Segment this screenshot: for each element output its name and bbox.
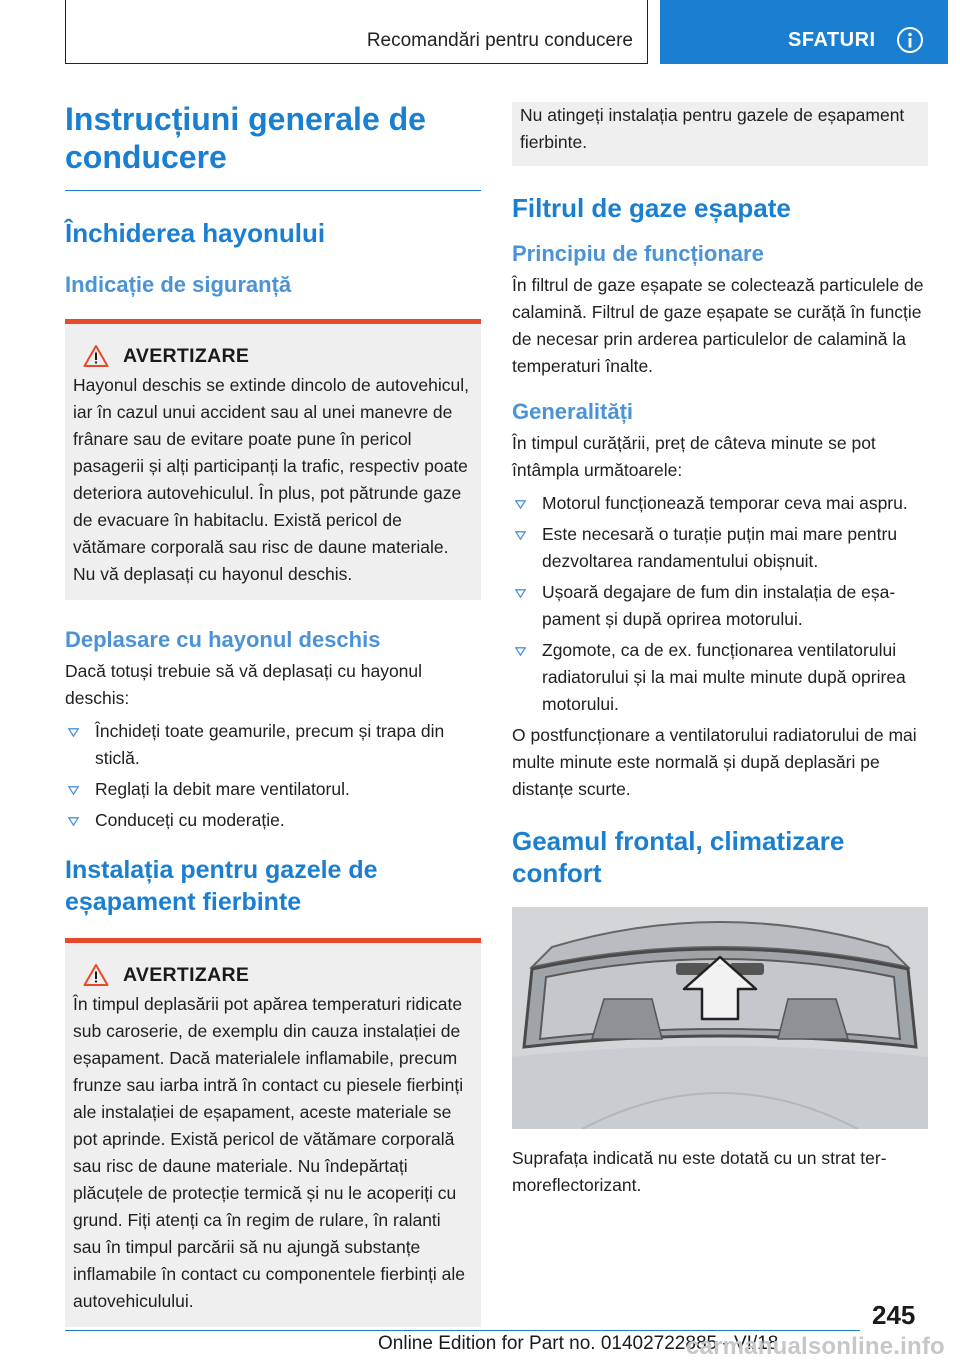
warning-label: AVERTIZARE	[123, 344, 250, 367]
list-item	[512, 637, 928, 718]
header-tab-label: SFATURI	[788, 29, 876, 51]
list-item	[512, 490, 928, 517]
triangle-bullet-icon	[68, 786, 79, 795]
list-item	[512, 579, 928, 633]
windshield-illustration	[512, 907, 928, 1129]
triangle-bullet-icon	[68, 817, 79, 826]
list-item-text: Zgomote, ca de ex. funcționarea ventilatorului radiatorului și la mai multe minute după oprirea motorului.	[542, 640, 906, 714]
warning-continued-box	[512, 102, 928, 166]
list-item-text: Este necesară o turație puțin mai mare pentru dezvoltarea randamentului obișnuit.	[542, 524, 898, 571]
heading-inchiderea-hayonului: Închiderea hayonului	[65, 218, 326, 248]
triangle-bullet-icon	[515, 589, 526, 598]
header-section-box	[65, 0, 648, 64]
warning-box-esapament	[65, 938, 481, 1327]
watermark-logo: carmanualsonline.info	[686, 1333, 945, 1360]
heading-geamul-frontal: Geamul frontal, climatizare confort	[512, 826, 845, 888]
warning-continued-text: Nu atingeți instalația pentru gazele de eșapament fierbinte.	[520, 105, 905, 152]
warning-header	[73, 344, 473, 368]
list-item-text: Ușoară degajare de fum din instalația de eșapament și după oprirea motorului.	[542, 582, 896, 629]
list-item	[512, 521, 928, 575]
triangle-bullet-icon	[515, 647, 526, 656]
triangle-bullet-icon	[515, 531, 526, 540]
windshield-drawing	[512, 907, 928, 1129]
list-deplasare	[65, 718, 481, 834]
warning-triangle-icon	[83, 344, 109, 368]
list-item	[65, 776, 481, 803]
warning-box-hayon	[65, 319, 481, 600]
left-column	[65, 100, 481, 1327]
warning-text: În timpul deplasării pot apărea temperaturi ridicate sub caroserie, de exemplu din cauza instalației de eșapament. Dacă materialele inflamabile, precum frunze sau iarba intră în contact cu piesele fierbinți ale instalației de eșapament, aceste materiale se pot aprinde. Există pericol de vătămare corporală sau risc de daune materiale. Nu îndepărtați plăcuțele de protecție termică și nu le acoperiți cu grund. Fiți atenți ca în regim de rulare, în ralanti sau în timpul parcării să nu ajungă substanțe inflamabile în contact cu componentele fierbinți ale autovehiculului.	[73, 994, 466, 1311]
page-title: Instrucțiuni generale de conducere	[65, 100, 481, 191]
header-section-title: Recomandări pentru conducere	[366, 30, 633, 51]
triangle-bullet-icon	[68, 728, 79, 737]
footer-edition: Online Edition for Part no. 01402722885 - VI/18	[378, 1333, 779, 1354]
right-column	[512, 102, 928, 1199]
subheading-principiu: Principiu de funcționare	[512, 241, 764, 266]
list-item	[65, 807, 481, 834]
illustration-caption: Suprafața indicată nu este dotată cu un strat termoreflectorizant.	[512, 1148, 887, 1195]
warning-label: AVERTIZARE	[123, 963, 250, 986]
warning-text: Hayonul deschis se extinde dincolo de autovehicul, iar în cazul unui accident sau al unei manevre de frânare sau de evitare poate pune în pericol pasagerii și alți participanți la trafic, respectiv poate deteriora autovehiculul. În plus, pot pătrunde gaze de evacuare în habitaclu. Există pericol de vătămare corporală sau risc de daune materiale. Nu vă deplasați cu hayonul deschis.	[73, 375, 469, 584]
paragraph-principiu: În filtrul de gaze eșapate se colectează particulele de calamină. Filtrul de gaze eșapate se curăță în funcție de necesar prin arderea particulelor de calamină la temperaturi înalte.	[512, 275, 924, 376]
footer-divider	[65, 1330, 860, 1331]
subheading-generalitati: Generalități	[512, 399, 634, 424]
page-number: 245	[872, 1300, 916, 1330]
warning-triangle-icon	[83, 963, 109, 987]
list-item-text: Închideți toate geamurile, precum și trapa din sticlă.	[95, 721, 445, 768]
triangle-bullet-icon	[515, 500, 526, 509]
paragraph-deplasare-intro: Dacă totuși trebuie să vă deplasați cu hayonul deschis:	[65, 661, 423, 708]
list-item-text: Motorul funcționează temporar ceva mai aspru.	[542, 493, 908, 513]
list-item-text: Conduceți cu moderație.	[95, 810, 285, 830]
heading-instalatia-gaze: Instalația pentru gazele de eșapament fierbinte	[65, 856, 378, 916]
paragraph-postfunctionare: O postfuncționare a ventilatorului radiatorului de mai multe minute este normală și după deplasări pe distanțe scurte.	[512, 725, 917, 799]
list-generalitati	[512, 490, 928, 718]
list-item	[65, 718, 481, 772]
heading-filtrul-gaze: Filtrul de gaze eșapate	[512, 193, 791, 223]
list-item-text: Reglați la debit mare ventilatorul.	[95, 779, 350, 799]
subheading-deplasare-hayon: Deplasare cu hayonul deschis	[65, 627, 381, 652]
paragraph-generalitati: În timpul curățării, preț de câteva minute se pot întâmpla următoarele:	[512, 433, 876, 480]
warning-header	[73, 963, 473, 987]
subheading-indicatie-siguranta: Indicație de siguranță	[65, 272, 292, 297]
info-icon	[896, 26, 924, 54]
header-tab-sfaturi[interactable]	[660, 0, 948, 64]
